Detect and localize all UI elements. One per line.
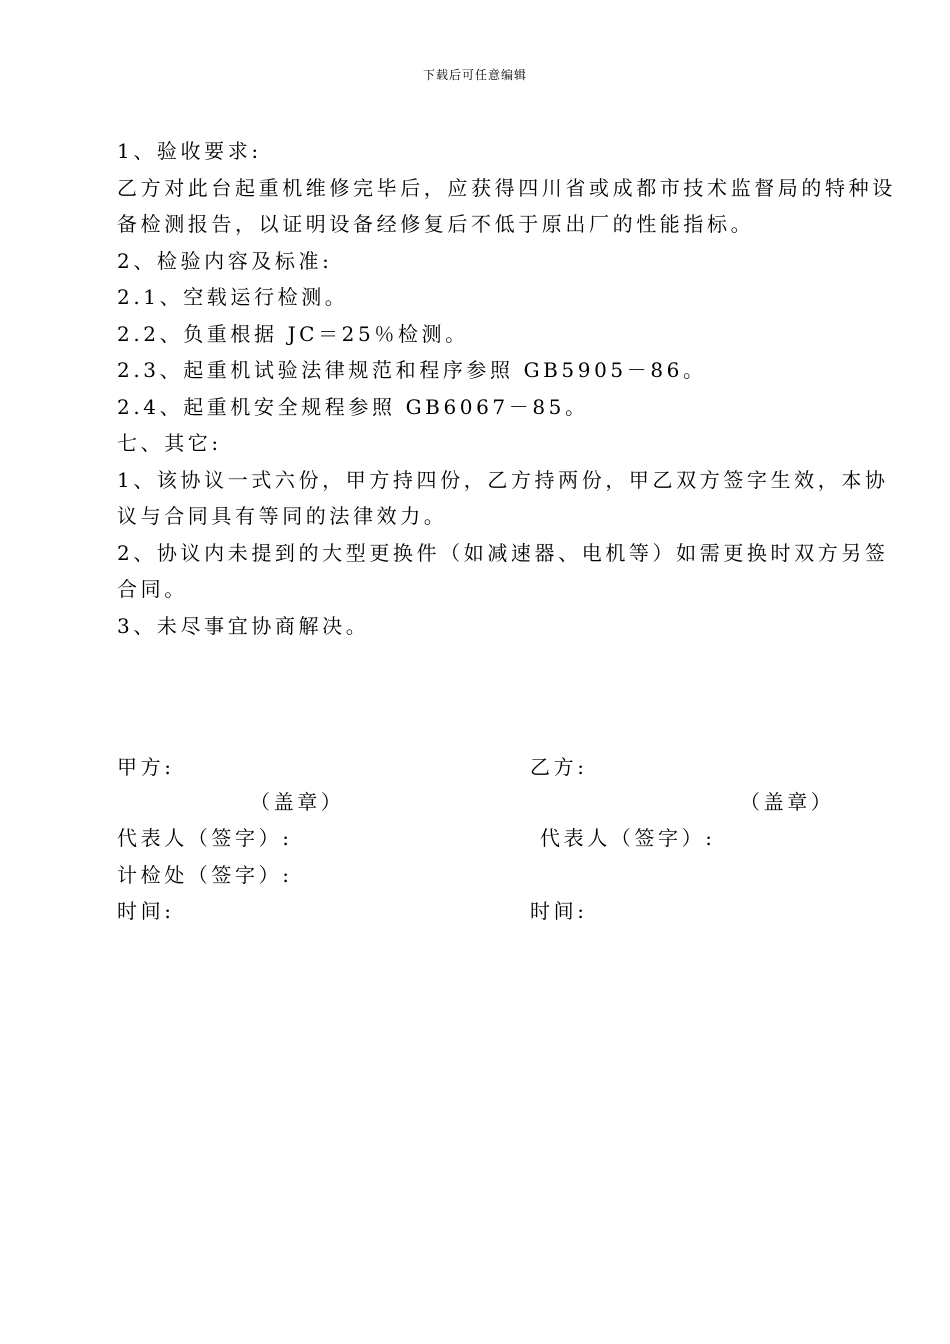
party-a-time: 时间: xyxy=(117,899,175,923)
inspection-office-signature: 计检处（签字）: xyxy=(117,863,293,887)
paragraph-line: 议与合同具有等同的法律效力。 xyxy=(117,504,448,528)
list-item: 2.1、空载运行检测。 xyxy=(117,285,349,309)
list-item: 2.2、负重根据 JC＝25％检测。 xyxy=(117,321,469,346)
paragraph-line: 乙方对此台起重机维修完毕后，应获得四川省或成都市技术监督局的特种设 xyxy=(117,175,896,200)
section-heading-acceptance: 1、验收要求: xyxy=(117,139,262,163)
party-a-representative: 代表人（签字）: xyxy=(117,826,293,850)
party-b-seal: （盖章） xyxy=(740,790,835,814)
party-a-label: 甲方: xyxy=(117,755,175,779)
party-a-seal: （盖章） xyxy=(250,790,345,814)
paragraph-line: 2、协议内未提到的大型更换件（如减速器、电机等）如需更换时双方另签 xyxy=(117,540,889,565)
page-header: 下载后可任意编辑 xyxy=(422,68,527,82)
party-b-time: 时间: xyxy=(530,899,588,923)
section-heading-other: 七、其它: xyxy=(117,431,222,455)
party-b-representative: 代表人（签字）: xyxy=(540,826,716,850)
paragraph-line: 合同。 xyxy=(117,577,188,601)
document-body xyxy=(117,133,896,644)
list-item: 2.4、起重机安全规程参照 GB6067－85。 xyxy=(117,394,589,419)
list-item: 2.3、起重机试验法律规范和程序参照 GB5905－86。 xyxy=(117,358,707,382)
paragraph-line: 备检测报告，以证明设备经修复后不低于原出厂的性能指标。 xyxy=(117,212,755,236)
paragraph-line: 3、未尽事宜协商解决。 xyxy=(117,613,370,638)
section-heading-inspection: 2、检验内容及标准: xyxy=(117,248,333,273)
paragraph-line: 1、该协议一式六份，甲方持四份，乙方持两份，甲乙双方签字生效，本协 xyxy=(117,467,889,492)
party-b-label: 乙方: xyxy=(530,755,588,779)
